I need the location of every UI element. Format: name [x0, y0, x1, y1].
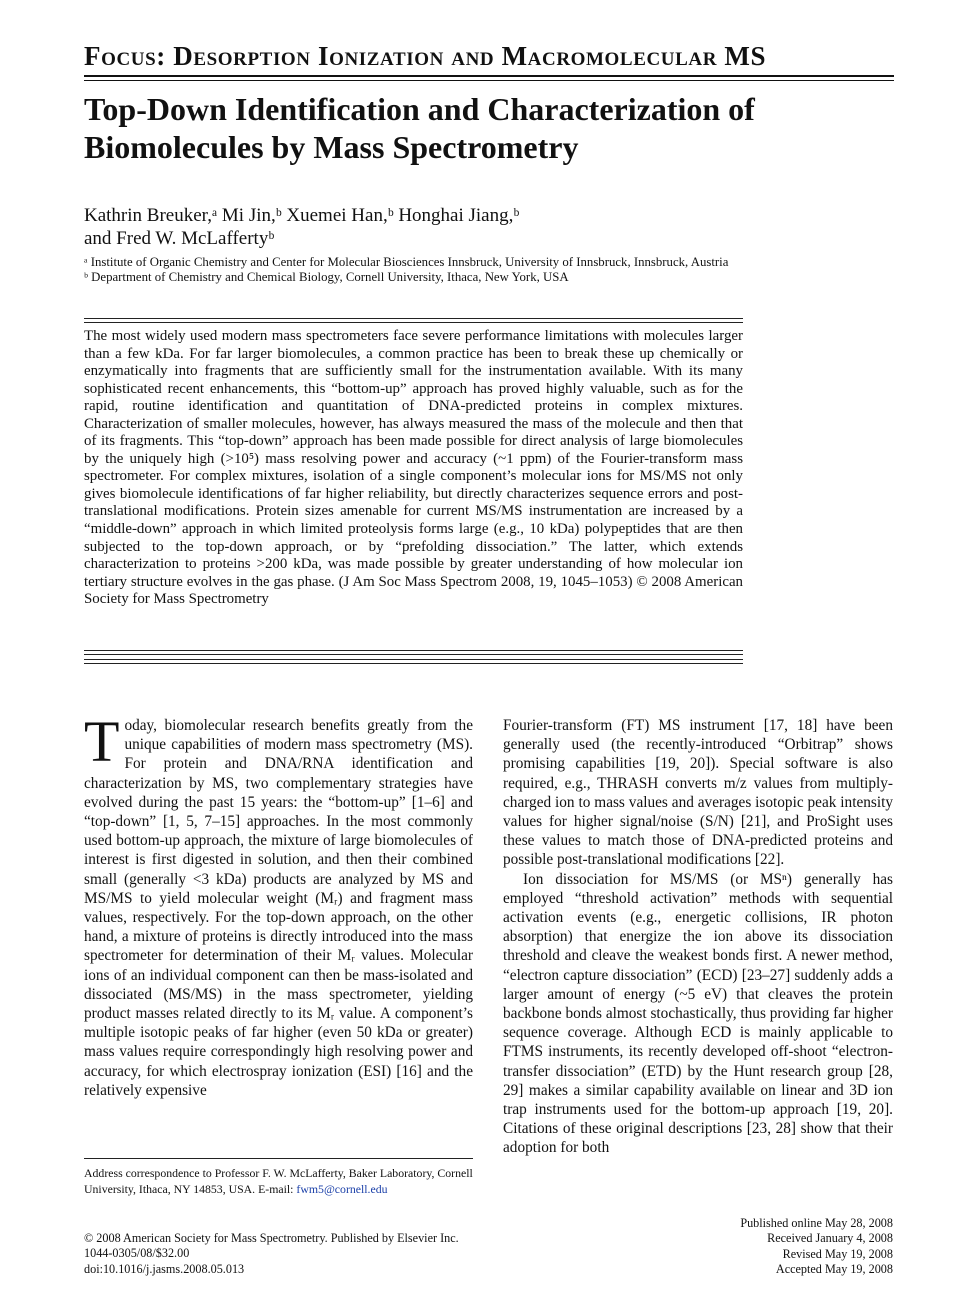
copyright-line: © 2008 American Society for Mass Spectrometry. Published by Elsevier Inc. — [84, 1231, 459, 1245]
header-rule — [84, 75, 894, 81]
body-paragraph-2: Ion dissociation for MS/MS (or MSⁿ) generally has employed “threshold activation” methods with sequential activation events (e.g., energetic collisions, IR photon absorption) that energize the ion above its dissociation threshold and cleave the weakest bonds first. A newer method, “electron capture dissociation” (ECD) [23–27] suddenly adds a larger amount of energy (~5 eV) that cleaves the protein backbone bonds almost stochastically, thus providing far higher sequence coverage. Although ECD is mainly applicable to FTMS instruments, its recently developed off-shoot “electron-transfer dissociation” (ETD) by the Hunt research group [28, 29] makes a similar capability available on linear and 3D ion trap instruments used for the bottom-up approach [19, 20]. Citations of these original descriptions [23, 28] show that their adoption for both — [503, 870, 893, 1157]
journal-section-label: Focus: Desorption Ionization and Macromolecular MS — [84, 41, 767, 71]
footer-dates — [620, 1216, 893, 1277]
authors-line-2: and Fred W. McLaffertyᵇ — [84, 228, 275, 249]
accepted-date: Accepted May 19, 2008 — [775, 1261, 893, 1276]
abstract-bottom-rule — [84, 650, 743, 655]
authors-line-1: Kathrin Breuker,ᵃ Mi Jin,ᵇ Xuemei Han,ᵇ Honghai Jiang,ᵇ — [84, 205, 520, 226]
intro-text: oday, biomolecular research benefits greatly from the unique capabilities of modern mass spectrometry (MS). For protein and DNA/RNA identification and characterization by MS, two complementary strategies have evolved during the past 15 years: the “bottom-up” [1–6] and “top-down” [1, 5, 7–15] approaches. In the most commonly used bottom-up approach, the mixture of large biomolecules of interest is first digested in solution, and then their combined small (generally <3 kDa) products are analyzed by MS and MS/MS to yield molecular weight (Mᵣ) and fragment mass values, respectively. For the top-down approach, on the other hand, a mixture of proteins is directly introduced into the mass spectrometer for determination of their Mᵣ values. Molecular ions of an individual component can then be mass-isolated and dissociated (MS/MS) in the mass spectrometer, yielding product masses related directly to its Mᵣ value. A component’s multiple isotopic peaks of far higher (even 50 kDa or greater) mass values require correspondingly high resolving power and accuracy, for which electrospray ionization (ESI) [16] and the relatively expensive — [84, 717, 473, 1099]
revised-date: Revised May 19, 2008 — [782, 1246, 893, 1261]
affiliation-a: ᵃ Institute of Organic Chemistry and Center for Molecular Biosciences Innsbruck, University of Innsbruck, Innsbruck, Austria — [84, 255, 729, 269]
intro-paragraph — [84, 716, 473, 1100]
affiliation-b: ᵇ Department of Chemistry and Chemical Biology, Cornell University, Ithaca, New York, USA — [84, 270, 569, 284]
body-paragraph-1: Fourier-transform (FT) MS instrument [17, 18] have been generally used (the recently-introduced “Orbitrap” shows promising capabilities [19, 20]). Special software is also required, e.g., THRASH converts m/z values from multiply-charged ion to mass values and averages isotopic peak intensity values for higher signal/noise (S/N) [21], and ProSight uses these values to match those of DNA-predicted proteins and possible post-translational modifications [22]. — [503, 717, 893, 869]
abstract: The most widely used modern mass spectrometers face severe performance limitations with molecules larger than a few kDa. For far larger biomolecules, a common practice has been to break these up chemically or enzymatically into fragments that are sufficiently small for the instrumentation available. With its many sophisticated recent enhancements, this “bottom-up” approach has proved highly valuable, such as for the rapid, routine identification and quantitation of DNA-predicted proteins in complex mixtures. Characterization of smaller molecules, however, has always measured the mass of the molecule and then that of its fragments. This “top-down” approach has been made possible for direct analysis of large biomolecules by the uniquely high (>10⁵) mass resolving power and accuracy (~1 ppm) of the Fourier-transform mass spectrometer. For complex mixtures, isolation of a single component’s molecular ions for MS/MS not only gives biomolecule identifications of far higher reliability, but directly characterizes sequence errors and post-translational modifications. Protein sizes amenable for current MS/MS instrumentation are increased by a “middle-down” approach in which limited proteolysis forms large (e.g., 10 kDa) polypeptides that are then subjected to the top-down approach, or by “prefolding dissociation.” The latter, which extends characterization to proteins >200 kDa, was made possible by greater understanding of how molecular ion tertiary structure evolves in the gas phase. (J Am Soc Mass Spectrom 2008, 19, 1045–1053) © 2008 American Society for Mass Spectrometry — [84, 328, 743, 608]
published-online-date: Published online May 28, 2008 — [740, 1216, 893, 1230]
article-title: Top-Down Identification and Characterization of Biomolecules by Mass Spectrometry — [84, 91, 755, 165]
abstract-bottom-rule-2 — [84, 659, 743, 664]
footnote-text: Address correspondence to Professor F. W. McLafferty, Baker Laboratory, Cornell University, Ithaca, NY 14853, USA. E-mail: — [84, 1166, 473, 1196]
footnote-rule — [84, 1158, 473, 1159]
footer-publication-info — [84, 1231, 564, 1277]
correspondence-footnote — [84, 1166, 473, 1197]
email-link[interactable]: fwm5@cornell.edu — [296, 1181, 388, 1196]
drop-cap: T — [84, 716, 120, 774]
doi-line: doi:10.1016/j.jasms.2008.05.013 — [84, 1261, 245, 1276]
issn-line: 1044-0305/08/$32.00 — [84, 1246, 190, 1261]
author-list — [84, 204, 744, 250]
body-column-right — [503, 716, 893, 1196]
received-date: Received January 4, 2008 — [767, 1231, 893, 1246]
body-column-left — [84, 716, 473, 1141]
abstract-top-rule — [84, 318, 743, 323]
affiliations — [84, 255, 744, 285]
